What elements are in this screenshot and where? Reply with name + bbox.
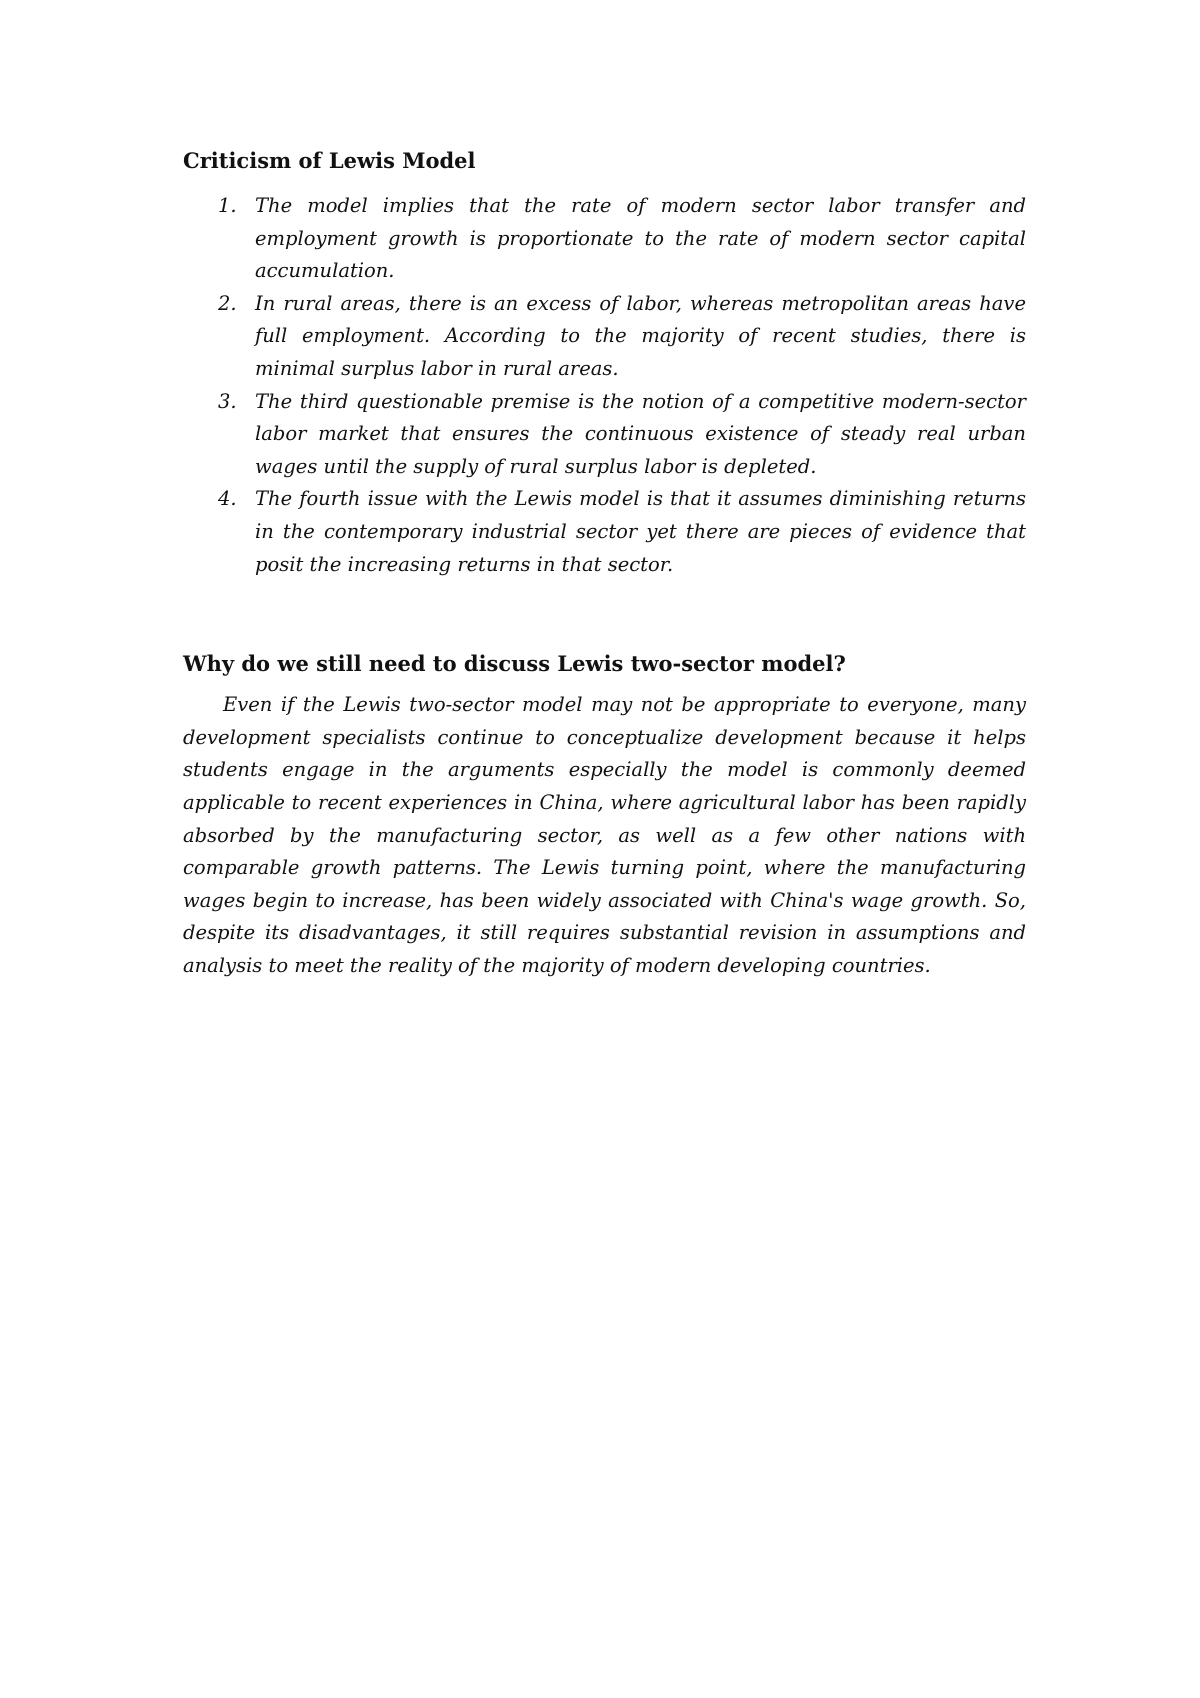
list-item-number: 4. [218, 487, 237, 511]
discussion-paragraph: Even if the Lewis two-sector model may not be appropriate to everyone, many development specialists continue to conceptualize development because it helps students engage in the arguments especially the model is commonly deemed applicable to recent experiences in China, where agricultural labor has been rapidly absorbed by the manufacturing sector, as well as a few other nations with comparable growth patterns. The Lewis turning point, where the manufacturing wages begin to increase, has been widely associated with China's wage growth. So, despite its disadvantages, it still requires substantial revision in assumptions and analysis to meet the reality of the majority of modern developing countries. [183, 693, 1026, 977]
list-item-text: In rural areas, there is an excess of labor, whereas metropolitan areas have full employment. According to the majority of recent studies, there is minimal surplus labor in rural areas. [255, 291, 1026, 380]
list-item-number: 3. [218, 389, 237, 413]
page-content [183, 146, 1026, 982]
list-item-text: The model implies that the rate of modern sector labor transfer and employment growth is proportionate to the rate of modern sector capital accumulation. [255, 194, 1026, 283]
list-item-text: The fourth issue with the Lewis model is that it assumes diminishing returns in the contemporary industrial sector yet there are pieces of evidence that posit the increasing returns in that sector. [255, 487, 1026, 576]
list-item-text: The third questionable premise is the notion of a competitive modern-sector labor market that ensures the continuous existence of steady real urban wages until the supply of rural surplus labor is depleted. [255, 389, 1026, 478]
list-item [183, 288, 1026, 386]
list-item-number: 2. [218, 291, 237, 315]
list-item [183, 483, 1026, 581]
list-item [183, 386, 1026, 484]
criticism-list [183, 190, 1026, 581]
criticism-heading: Criticism of Lewis Model [183, 148, 476, 173]
list-item-number: 1. [218, 194, 237, 217]
discussion-heading: Why do we still need to discuss Lewis two-sector model? [183, 651, 846, 677]
list-item [183, 190, 1026, 288]
